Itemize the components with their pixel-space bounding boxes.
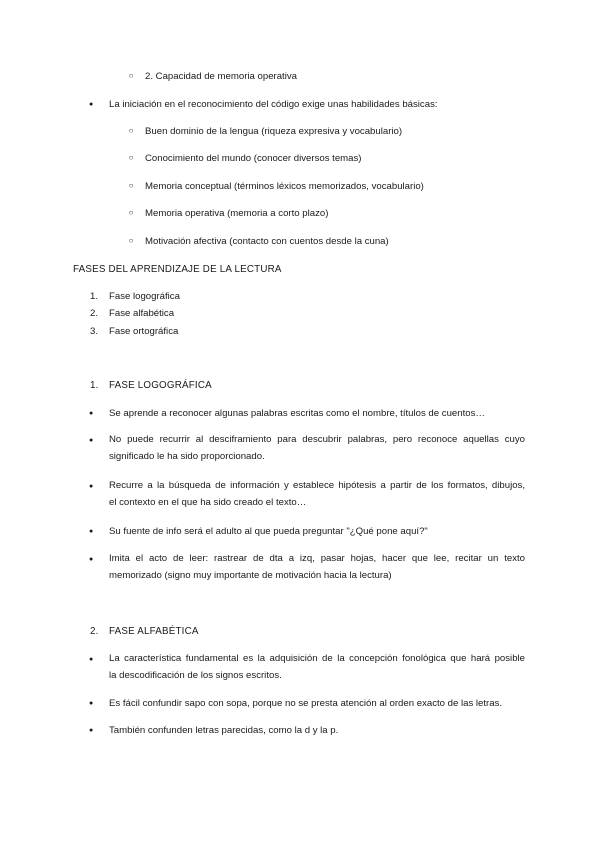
phase-label: Fase alfabética: [109, 308, 175, 319]
section-number: 2.: [90, 626, 99, 637]
paragraph-line: la descodificación de los signos escritos.: [109, 670, 282, 681]
intro-bullet-text: La iniciación en el reconocimiento del código exige unas habilidades básicas:: [109, 99, 438, 110]
paragraph-line: La característica fundamental es la adquisición de la concepción fonológica que hará posible: [109, 653, 525, 664]
phase-label: Fase ortográfica: [109, 326, 179, 337]
section-number: 1.: [90, 380, 99, 391]
disc-bullet-icon: ●: [89, 437, 94, 444]
disc-bullet-icon: ●: [89, 101, 94, 108]
skill-item: Buen dominio de la lengua (riqueza expresiva y vocabulario): [145, 126, 403, 137]
section1-bullet-paragraph: [109, 550, 525, 584]
circle-bullet-icon: ○: [128, 181, 134, 190]
disc-bullet-icon: ●: [89, 528, 94, 535]
section1-bullet-text: Se aprende a reconocer algunas palabras escritas como el nombre, títulos de cuentos…: [109, 408, 485, 419]
phase-number: 3.: [90, 326, 99, 337]
section1-bullet-paragraph: [109, 431, 525, 465]
paragraph-line: memorizado (signo muy importante de motivación hacia la lectura): [109, 570, 392, 581]
section2-bullet-text: También confunden letras parecidas, como la d y la p.: [109, 725, 339, 736]
section1-bullet-text: Su fuente de info será el adulto al que pueda preguntar "¿Qué pone aquí?": [109, 526, 428, 537]
disc-bullet-icon: ●: [89, 483, 94, 490]
circle-bullet-icon: ○: [128, 236, 134, 245]
circle-bullet-icon: ○: [128, 208, 134, 217]
phase-number: 2.: [90, 308, 99, 319]
phases-title: FASES DEL APRENDIZAJE DE LA LECTURA: [73, 264, 282, 275]
paragraph-line: el contexto en el que ha sido creado el texto…: [109, 497, 307, 508]
skill-item: Conocimiento del mundo (conocer diversos temas): [145, 153, 362, 164]
skill-item: Motivación afectiva (contacto con cuentos desde la cuna): [145, 236, 389, 247]
section2-bullet-text: Es fácil confundir sapo con sopa, porque no se presta atención al orden exacto de las letras.: [109, 698, 503, 709]
sub-item-memory-capacity: 2. Capacidad de memoria operativa: [145, 71, 297, 82]
skill-item: Memoria operativa (memoria a corto plazo): [145, 208, 329, 219]
section-title-logografica: FASE LOGOGRÁFICA: [109, 380, 212, 391]
section1-bullet-paragraph: [109, 477, 525, 511]
disc-bullet-icon: ●: [89, 556, 94, 563]
disc-bullet-icon: ●: [89, 700, 94, 707]
phase-number: 1.: [90, 291, 99, 302]
disc-bullet-icon: ●: [89, 410, 94, 417]
skill-item: Memoria conceptual (términos léxicos memorizados, vocabulario): [145, 181, 424, 192]
section-title-alfabetica: FASE ALFABÉTICA: [109, 626, 199, 637]
circle-bullet-icon: ○: [128, 71, 134, 80]
disc-bullet-icon: ●: [89, 727, 94, 734]
paragraph-line: significado le ha sido proporcionado.: [109, 451, 265, 462]
section2-bullet-paragraph: [109, 650, 525, 684]
phase-label: Fase logográfica: [109, 291, 180, 302]
circle-bullet-icon: ○: [128, 153, 134, 162]
paragraph-line: Imita el acto de leer: rastrear de dta a izq, pasar hojas, hacer que lee, recitar un texto: [109, 553, 525, 564]
circle-bullet-icon: ○: [128, 126, 134, 135]
disc-bullet-icon: ●: [89, 656, 94, 663]
paragraph-line: No puede recurrir al desciframiento para descubrir palabras, pero reconoce aquellas cuyo: [109, 434, 525, 445]
paragraph-line: Recurre a la búsqueda de información y establece hipótesis a partir de los formatos, dibujos,: [109, 480, 525, 491]
